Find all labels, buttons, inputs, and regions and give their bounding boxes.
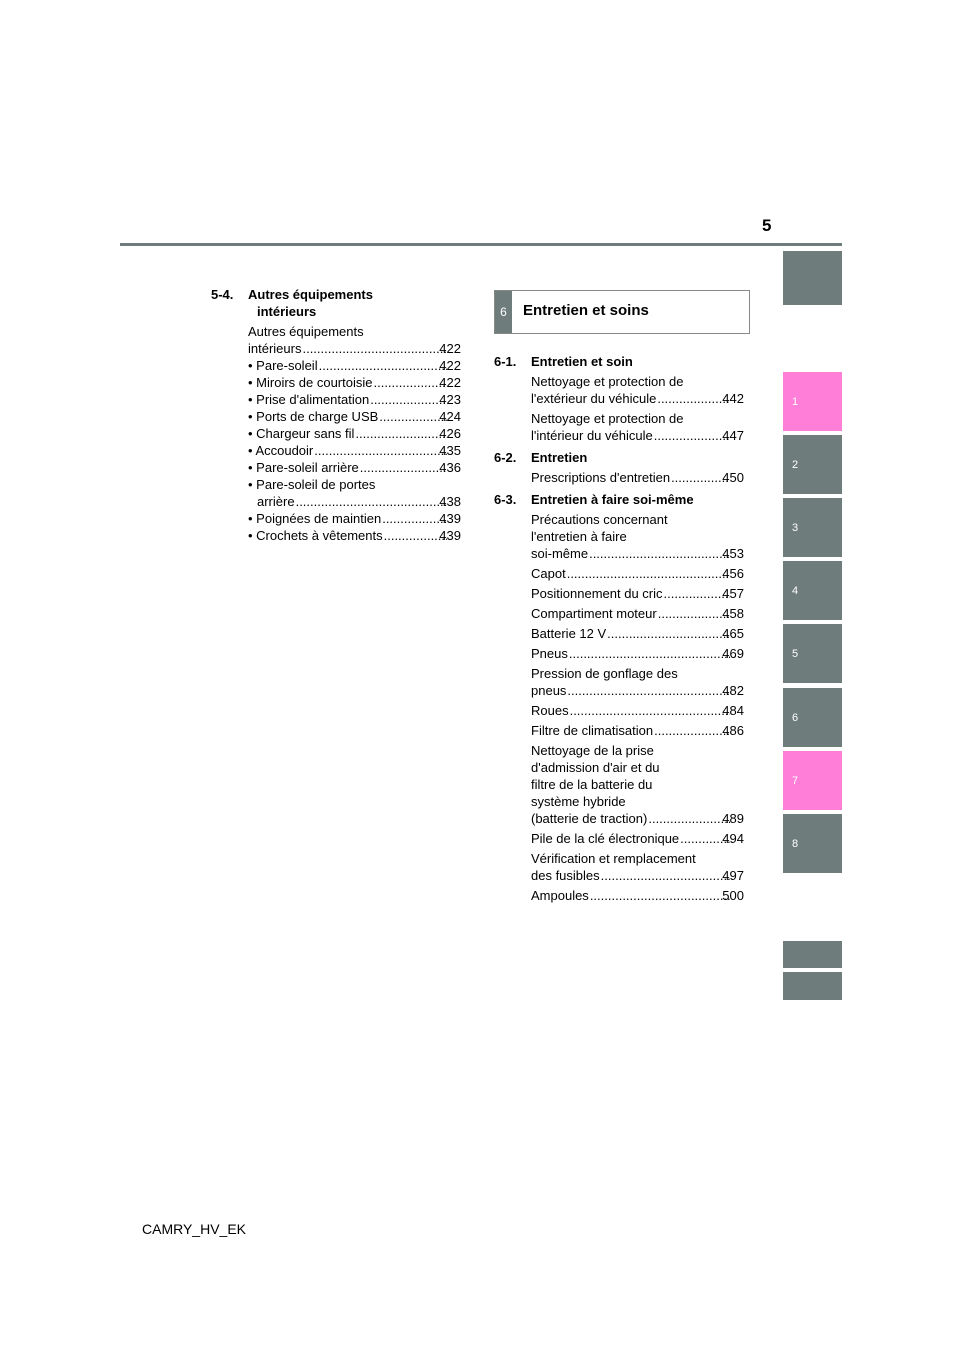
tab-7[interactable]: 7 [783,751,842,810]
toc-right-column [494,353,744,904]
toc-entry[interactable]: Nettoyage et protection de l'intérieur du véhicule ..... 447 [531,410,744,444]
tab-blank-bottom-1[interactable] [783,941,842,968]
tab-3[interactable]: 3 [783,498,842,557]
toc-left-column [211,286,461,544]
toc-entry[interactable]: • Pare-soleil ..... 422 [248,357,461,374]
toc-entry[interactable]: • Accoudoir ..... 435 [248,442,461,459]
toc-entry[interactable]: Roues ..... 484 [531,702,744,719]
toc-entry[interactable]: Pression de gonflage des pneus ..... 482 [531,665,744,699]
toc-entry[interactable]: • Pare-soleil de portes arrière ..... 438 [248,476,461,510]
toc-entry[interactable]: Prescriptions d'entretien ..... 450 [531,469,744,486]
tab-8[interactable]: 8 [783,814,842,873]
tab-5[interactable]: 5 [783,624,842,683]
chapter-title: Entretien et soins [523,302,649,319]
toc-entry[interactable]: • Ports de charge USB ..... 424 [248,408,461,425]
tab-blank-top[interactable] [783,251,842,305]
toc-entry[interactable]: Autres équipements intérieurs ..... 422 [248,323,461,357]
tab-blank-bottom-2[interactable] [783,972,842,1000]
section-heading: 6-1. Entretien et soin [494,354,633,369]
tab-1[interactable]: 1 [783,372,842,431]
toc-entry[interactable]: • Pare-soleil arrière ..... 436 [248,459,461,476]
footer-model-code: CAMRY_HV_EK [142,1221,247,1237]
toc-entry[interactable]: • Miroirs de courtoisie ..... 422 [248,374,461,391]
toc-entry[interactable]: • Prise d'alimentation ..... 423 [248,391,461,408]
toc-entry[interactable]: Ampoules ..... 500 [531,887,744,904]
toc-entry[interactable]: Vérification et remplacement des fusibles ..... 497 [531,850,744,884]
toc-entry[interactable]: • Crochets à vêtements ..... 439 [248,527,461,544]
toc-entry[interactable]: Pile de la clé électronique ..... 494 [531,830,744,847]
toc-entry[interactable]: Positionnement du cric ..... 457 [531,585,744,602]
toc-entry[interactable]: Compartiment moteur ..... 458 [531,605,744,622]
section-heading: 6-2. Entretien [494,450,588,465]
chapter-header [494,290,750,334]
toc-entry[interactable]: • Poignées de maintien ..... 439 [248,510,461,527]
toc-entry[interactable]: Nettoyage et protection de l'extérieur du véhicule ..... 442 [531,373,744,407]
toc-entry[interactable]: • Chargeur sans fil ..... 426 [248,425,461,442]
toc-entry[interactable]: Précautions concernant l'entretien à faire soi-même ..... 453 [531,511,744,562]
header-rule [120,243,842,246]
page-number: 5 [762,216,772,235]
toc-entry[interactable]: Filtre de climatisation ..... 486 [531,722,744,739]
section-heading: 5-4. Autres équipements intérieurs [211,287,373,319]
toc-entry[interactable]: Pneus ..... 469 [531,645,744,662]
toc-entry[interactable]: Capot ..... 456 [531,565,744,582]
tab-4[interactable]: 4 [783,561,842,620]
toc-entry[interactable]: Nettoyage de la prise d'admission d'air et du filtre de la batterie du système hybride (batterie de traction) ..... 489 [531,742,744,827]
tab-6[interactable]: 6 [783,688,842,747]
tab-2[interactable]: 2 [783,435,842,494]
toc-entry[interactable]: Batterie 12 V ..... 465 [531,625,744,642]
chapter-number: 6 [495,291,512,333]
section-heading: 6-3. Entretien à faire soi-même [494,492,694,507]
